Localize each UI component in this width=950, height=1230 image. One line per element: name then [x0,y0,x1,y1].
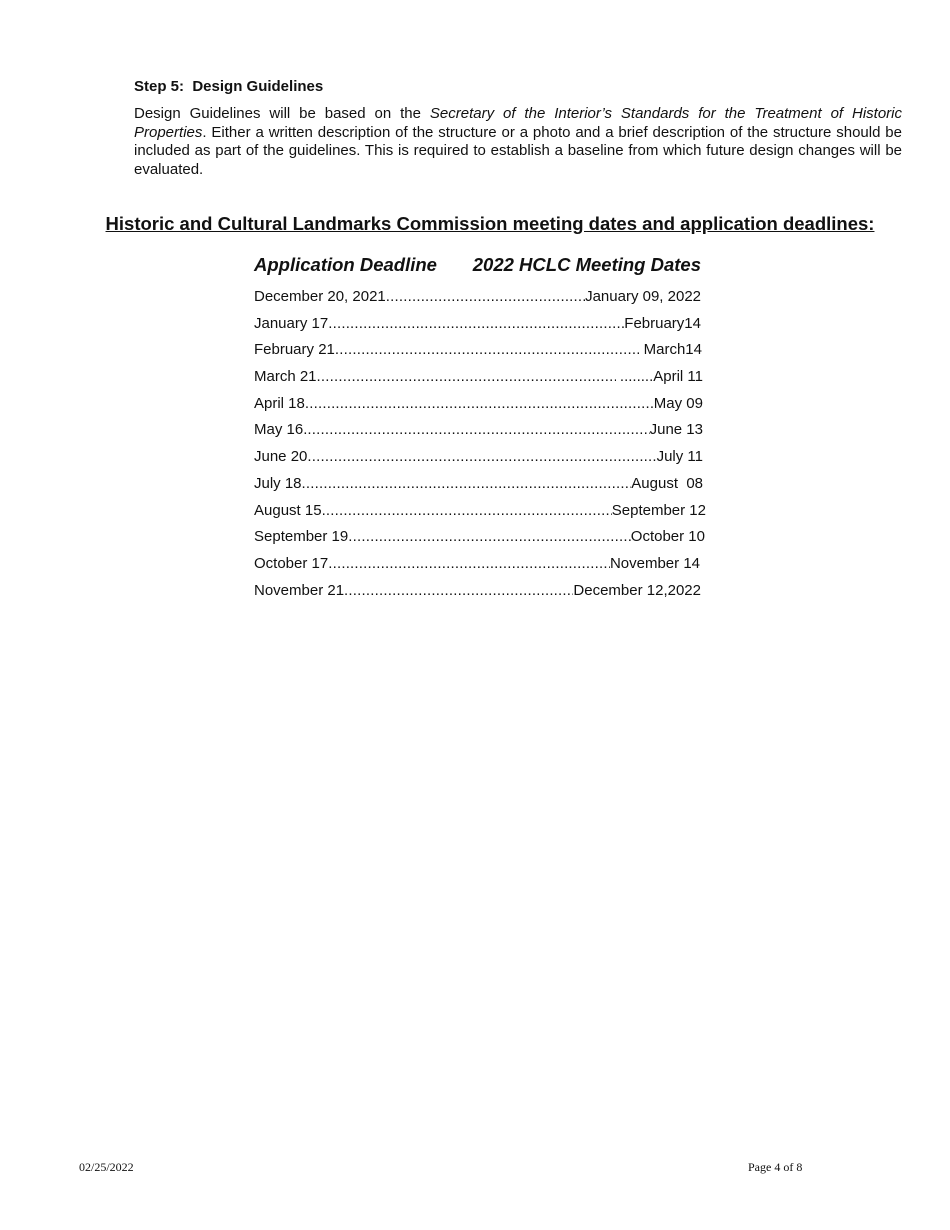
schedule-row [254,311,701,338]
dot-leader [348,524,631,551]
dot-leader [344,578,573,605]
schedule-row [254,471,703,498]
column-header-meeting: 2022 HCLC Meeting Dates [472,254,701,275]
footer-date: 02/25/2022 [79,1160,134,1174]
meeting-date: September 12 [611,501,706,519]
dot-leader [307,417,649,444]
schedule-row [254,391,703,418]
meeting-date: ........April 11 [615,368,703,386]
meeting-date: December 12,2022 [573,581,701,599]
meeting-date: July 11 [656,448,703,466]
schedule-row [254,284,701,311]
section-heading: Historic and Cultural Landmarks Commission meeting dates and application deadlines: [105,213,875,234]
schedule-header [254,254,701,284]
standards-title: Secretary of the Interior’s Standards for the Treatment of Historic Properties [134,105,902,141]
meeting-date: August 08 [631,474,703,492]
dot-leader [305,391,654,418]
application-deadline: May 16. [254,421,308,439]
meeting-date: January 09, 2022 [585,288,701,305]
application-deadline: March 21 [254,368,317,386]
application-deadline: January 17 [254,314,329,332]
application-deadline: September 19 [254,528,349,546]
meeting-date: October 10 [630,528,705,546]
footer-page-number: Page 4 of 8 [748,1160,803,1174]
dot-leader [307,444,656,471]
application-deadline: December 20, 2021 [254,288,386,305]
application-deadline: June 20 [254,448,308,466]
application-deadline: February 21 [254,341,335,359]
schedule-row [254,444,703,471]
application-deadline: April 18 [254,394,305,412]
schedule-row [254,337,702,364]
step-body-text-end: . Either a written description of the structure or a photo and a brief description of the structure should be included as part of the guidelines. This is required to establish a baseline from which future design changes will be evaluated. [134,123,902,178]
meeting-schedule [254,254,706,604]
dot-leader [317,364,616,391]
dot-leader [322,498,612,525]
dot-leader [302,471,632,498]
schedule-row [254,364,703,391]
step-body-paragraph [134,105,902,179]
application-deadline: August 15 [254,501,322,519]
application-deadline: July 18 [254,474,302,492]
schedule-row [254,578,701,605]
step-body-text-start: Design Guidelines will be based on the [134,105,430,122]
column-header-deadline: Application Deadline [254,254,437,275]
dot-leader [335,337,640,364]
schedule-row [254,417,703,444]
schedule-row [254,551,700,578]
dot-leader [328,551,610,578]
step-heading: Step 5: Design Guidelines [134,78,324,95]
application-deadline: November 21 [254,581,345,599]
meeting-date: November 14 [609,554,700,572]
application-deadline: October 17 [254,554,329,572]
meeting-date: June 13 [649,421,703,439]
schedule-row [254,524,705,551]
dot-leader [328,311,624,338]
schedule-row [254,498,706,525]
dot-leader [386,284,585,311]
meeting-date: February14 [624,314,701,332]
meeting-date: May 09 [653,394,703,412]
meeting-date: March14 [639,341,702,359]
